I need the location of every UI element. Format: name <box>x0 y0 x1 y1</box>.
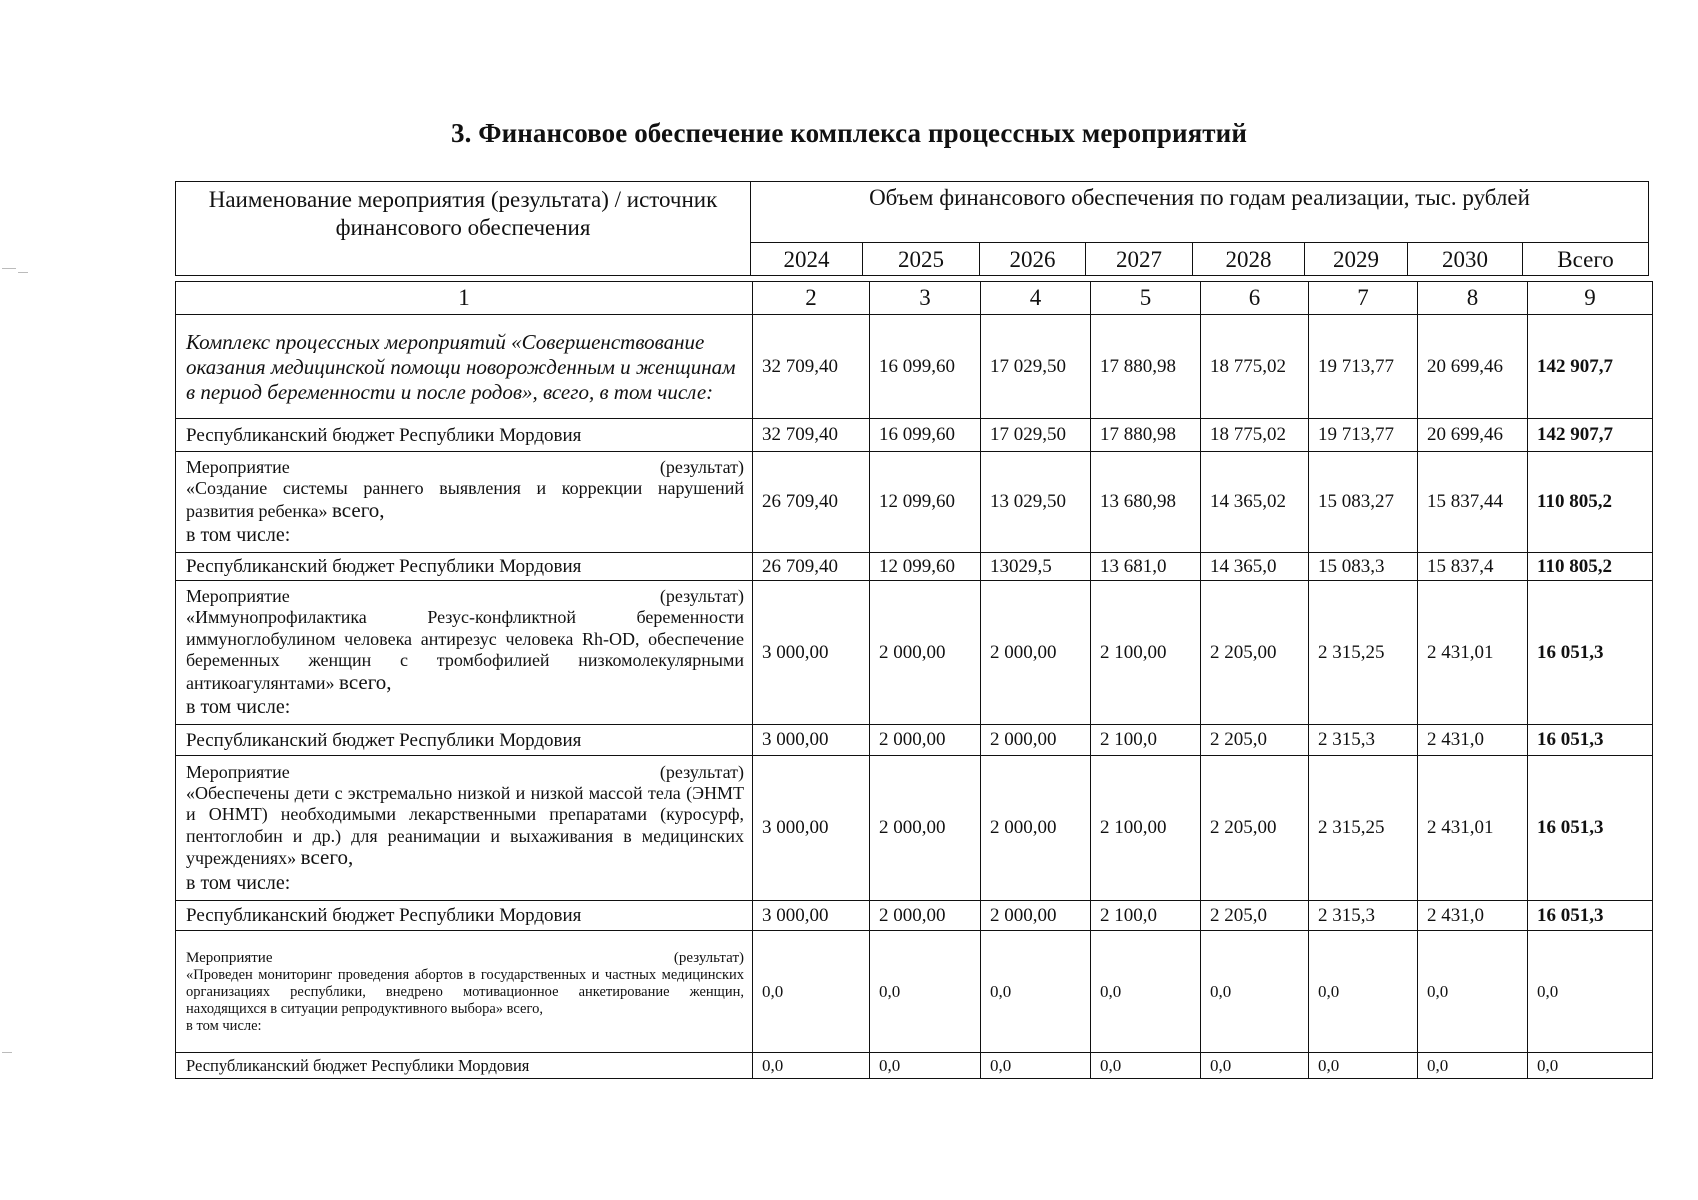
table-row <box>176 725 1653 756</box>
column-number: 7 <box>1309 282 1418 315</box>
column-number: 8 <box>1418 282 1528 315</box>
measure-description <box>186 607 744 694</box>
measure-description <box>186 783 744 870</box>
total-cell: 0,0 <box>1528 1053 1653 1079</box>
header-year: 2027 <box>1086 243 1193 276</box>
value-cell: 0,0 <box>1091 1053 1201 1079</box>
value-cell: 2 315,3 <box>1309 901 1418 931</box>
measure-text: «Обеспечены дети с экстремально низкой и низкой массой тела (ЭНМТ и ОНМТ) необходимыми лекарственными препаратами (куросурф, пентоглобин и др.) для реанимации и выхаживания в медицинских учреждениях» <box>186 782 744 868</box>
measure-total-suffix: всего, <box>300 845 354 869</box>
budget-source-label: Республиканский бюджет Республики Мордовия <box>186 729 582 751</box>
value-cell: 2 000,00 <box>870 725 981 756</box>
value-cell: 2 000,00 <box>981 901 1091 931</box>
value-cell: 15 083,3 <box>1309 553 1418 581</box>
measure-heading <box>186 762 744 783</box>
header-year: 2028 <box>1193 243 1305 276</box>
value-cell: 13 680,98 <box>1091 452 1201 553</box>
header-name-label: Наименование мероприятия (результата) / источник финансового обеспечения <box>208 187 718 240</box>
table-row <box>176 452 1653 553</box>
budget-source-label: Республиканский бюджет Республики Мордовия <box>186 905 582 926</box>
measure-label: Мероприятие <box>186 761 290 782</box>
header-year: 2029 <box>1305 243 1408 276</box>
value-cell: 0,0 <box>753 931 870 1053</box>
total-cell: 0,0 <box>1528 931 1653 1053</box>
header-name-column <box>176 182 751 276</box>
value-cell: 2 100,00 <box>1091 581 1201 725</box>
value-cell: 19 713,77 <box>1309 315 1418 419</box>
result-label: (результат) <box>659 457 744 477</box>
value-cell: 2 100,0 <box>1091 725 1201 756</box>
measure-heading <box>186 949 744 967</box>
value-cell: 32 709,40 <box>753 419 870 452</box>
measure-label: Мероприятие <box>186 586 290 606</box>
value-cell: 2 205,00 <box>1201 756 1309 901</box>
column-number: 2 <box>753 282 870 315</box>
value-cell: 13 029,50 <box>981 452 1091 553</box>
scan-edge-mark <box>2 1052 12 1053</box>
value-cell: 20 699,46 <box>1418 315 1528 419</box>
total-cell: 142 907,7 <box>1528 315 1653 419</box>
value-cell: 14 365,0 <box>1201 553 1309 581</box>
value-cell: 17 029,50 <box>981 419 1091 452</box>
value-cell: 14 365,02 <box>1201 452 1309 553</box>
value-cell: 2 000,00 <box>870 756 981 901</box>
value-cell: 2 315,3 <box>1309 725 1418 756</box>
total-cell: 110 805,2 <box>1528 553 1653 581</box>
table-row <box>176 1053 1653 1079</box>
value-cell: 2 000,00 <box>981 725 1091 756</box>
value-cell: 0,0 <box>1201 1053 1309 1079</box>
row-name-cell <box>176 581 753 725</box>
value-cell: 12 099,60 <box>870 553 981 581</box>
complex-name: Комплекс процессных мероприятий «Совершенствование оказания медицинской помощи новорожденным и женщинам в период беременности и после родов», всего, в том числе: <box>186 329 736 404</box>
budget-source-label: Республиканский бюджет Республики Мордовия <box>186 556 582 577</box>
value-cell: 2 431,0 <box>1418 725 1528 756</box>
value-cell: 15 837,4 <box>1418 553 1528 581</box>
total-cell: 16 051,3 <box>1528 756 1653 901</box>
scan-edge-mark <box>2 268 16 269</box>
header-year: 2030 <box>1408 243 1523 276</box>
column-number: 5 <box>1091 282 1201 315</box>
value-cell: 0,0 <box>870 931 981 1053</box>
measure-description <box>186 478 744 522</box>
row-name-cell <box>176 419 753 452</box>
column-number: 6 <box>1201 282 1309 315</box>
measure-total-suffix: всего, <box>339 669 392 694</box>
measure-description: «Проведен мониторинг проведения абортов в государственных и частных медицинских организациях республики, внедрено мотивационное анкетирование женщин, находящихся в ситуации репродуктивного выбора» всего, <box>186 967 744 1017</box>
measure-heading <box>186 586 744 607</box>
value-cell: 0,0 <box>870 1053 981 1079</box>
value-cell: 0,0 <box>1418 1053 1528 1079</box>
total-cell: 16 051,3 <box>1528 901 1653 931</box>
column-number: 1 <box>176 282 753 315</box>
value-cell: 2 100,0 <box>1091 901 1201 931</box>
value-cell: 0,0 <box>981 931 1091 1053</box>
column-number: 4 <box>981 282 1091 315</box>
header-year: 2024 <box>751 243 863 276</box>
funding-table <box>175 281 1653 1079</box>
header-table <box>175 181 1649 276</box>
row-name-cell <box>176 452 753 553</box>
table-row <box>176 901 1653 931</box>
scan-edge-mark <box>18 272 28 273</box>
value-cell: 2 205,00 <box>1201 581 1309 725</box>
measure-total-suffix: всего, <box>332 497 385 522</box>
column-number-row <box>176 282 1653 315</box>
table-row <box>176 931 1653 1053</box>
value-cell: 0,0 <box>1091 931 1201 1053</box>
measure-subtotal-label: в том числе: <box>186 524 291 546</box>
table-row <box>176 419 1653 452</box>
header-total: Всего <box>1523 243 1649 276</box>
value-cell: 2 431,01 <box>1418 756 1528 901</box>
row-name-cell <box>176 553 753 581</box>
measure-subtotal-label: в том числе: <box>186 871 291 894</box>
value-cell: 2 205,0 <box>1201 725 1309 756</box>
value-cell: 16 099,60 <box>870 419 981 452</box>
value-cell: 2 315,25 <box>1309 581 1418 725</box>
table-row <box>176 756 1653 901</box>
row-name-cell <box>176 725 753 756</box>
result-label: (результат) <box>659 586 744 606</box>
value-cell: 2 205,0 <box>1201 901 1309 931</box>
value-cell: 15 083,27 <box>1309 452 1418 553</box>
row-name-cell <box>176 1053 753 1079</box>
total-cell: 16 051,3 <box>1528 581 1653 725</box>
value-cell: 2 000,00 <box>981 581 1091 725</box>
value-cell: 0,0 <box>1201 931 1309 1053</box>
result-label: (результат) <box>673 950 744 966</box>
value-cell: 17 880,98 <box>1091 419 1201 452</box>
value-cell: 2 315,25 <box>1309 756 1418 901</box>
column-number: 3 <box>870 282 981 315</box>
value-cell: 2 000,00 <box>981 756 1091 901</box>
value-cell: 3 000,00 <box>753 901 870 931</box>
measure-text: «Создание системы раннего выявления и коррекции нарушений развития ребенка» <box>186 478 744 521</box>
table-row <box>176 315 1653 419</box>
measure-subtotal-label: в том числе: <box>186 1018 262 1034</box>
measure-label: Мероприятие <box>186 950 273 966</box>
value-cell: 19 713,77 <box>1309 419 1418 452</box>
value-cell: 18 775,02 <box>1201 315 1309 419</box>
row-name-cell <box>176 756 753 901</box>
header-year: 2026 <box>980 243 1086 276</box>
value-cell: 0,0 <box>753 1053 870 1079</box>
page-title: 3. Финансовое обеспечение комплекса процессных мероприятий <box>451 118 1247 148</box>
value-cell: 3 000,00 <box>753 581 870 725</box>
measure-label: Мероприятие <box>186 457 290 477</box>
value-cell: 32 709,40 <box>753 315 870 419</box>
header-funding-span: Объем финансового обеспечения по годам реализации, тыс. рублей <box>751 182 1649 243</box>
value-cell: 16 099,60 <box>870 315 981 419</box>
value-cell: 2 431,0 <box>1418 901 1528 931</box>
column-number: 9 <box>1528 282 1653 315</box>
value-cell: 26 709,40 <box>753 553 870 581</box>
measure-heading <box>186 457 744 478</box>
value-cell: 2 000,00 <box>870 901 981 931</box>
value-cell: 17 029,50 <box>981 315 1091 419</box>
value-cell: 20 699,46 <box>1418 419 1528 452</box>
value-cell: 26 709,40 <box>753 452 870 553</box>
value-cell: 13 681,0 <box>1091 553 1201 581</box>
value-cell: 3 000,00 <box>753 725 870 756</box>
value-cell: 0,0 <box>1418 931 1528 1053</box>
value-cell: 15 837,44 <box>1418 452 1528 553</box>
row-name-cell <box>176 315 753 419</box>
value-cell: 3 000,00 <box>753 756 870 901</box>
value-cell: 2 100,00 <box>1091 756 1201 901</box>
value-cell: 2 431,01 <box>1418 581 1528 725</box>
value-cell: 0,0 <box>981 1053 1091 1079</box>
result-label: (результат) <box>659 761 744 782</box>
value-cell: 0,0 <box>1309 1053 1418 1079</box>
total-cell: 142 907,7 <box>1528 419 1653 452</box>
measure-subtotal-label: в том числе: <box>186 696 291 718</box>
budget-source-label: Республиканский бюджет Республики Мордовия <box>186 424 582 446</box>
total-cell: 110 805,2 <box>1528 452 1653 553</box>
value-cell: 0,0 <box>1309 931 1418 1053</box>
measure-text: «Иммунопрофилактика Резус-конфликтной беременности иммуноглобулином человека антирезус человека Rh-OD, обеспечение беременных женщин с тромбофилией низкомолекулярными антикоагулянтами» <box>186 607 744 693</box>
value-cell: 17 880,98 <box>1091 315 1201 419</box>
value-cell: 12 099,60 <box>870 452 981 553</box>
row-name-cell <box>176 901 753 931</box>
table-row <box>176 553 1653 581</box>
row-name-cell <box>176 931 753 1053</box>
value-cell: 13029,5 <box>981 553 1091 581</box>
value-cell: 2 000,00 <box>870 581 981 725</box>
budget-source-label: Республиканский бюджет Республики Мордовия <box>186 1056 530 1075</box>
total-cell: 16 051,3 <box>1528 725 1653 756</box>
table-row <box>176 581 1653 725</box>
header-year: 2025 <box>863 243 980 276</box>
value-cell: 18 775,02 <box>1201 419 1309 452</box>
